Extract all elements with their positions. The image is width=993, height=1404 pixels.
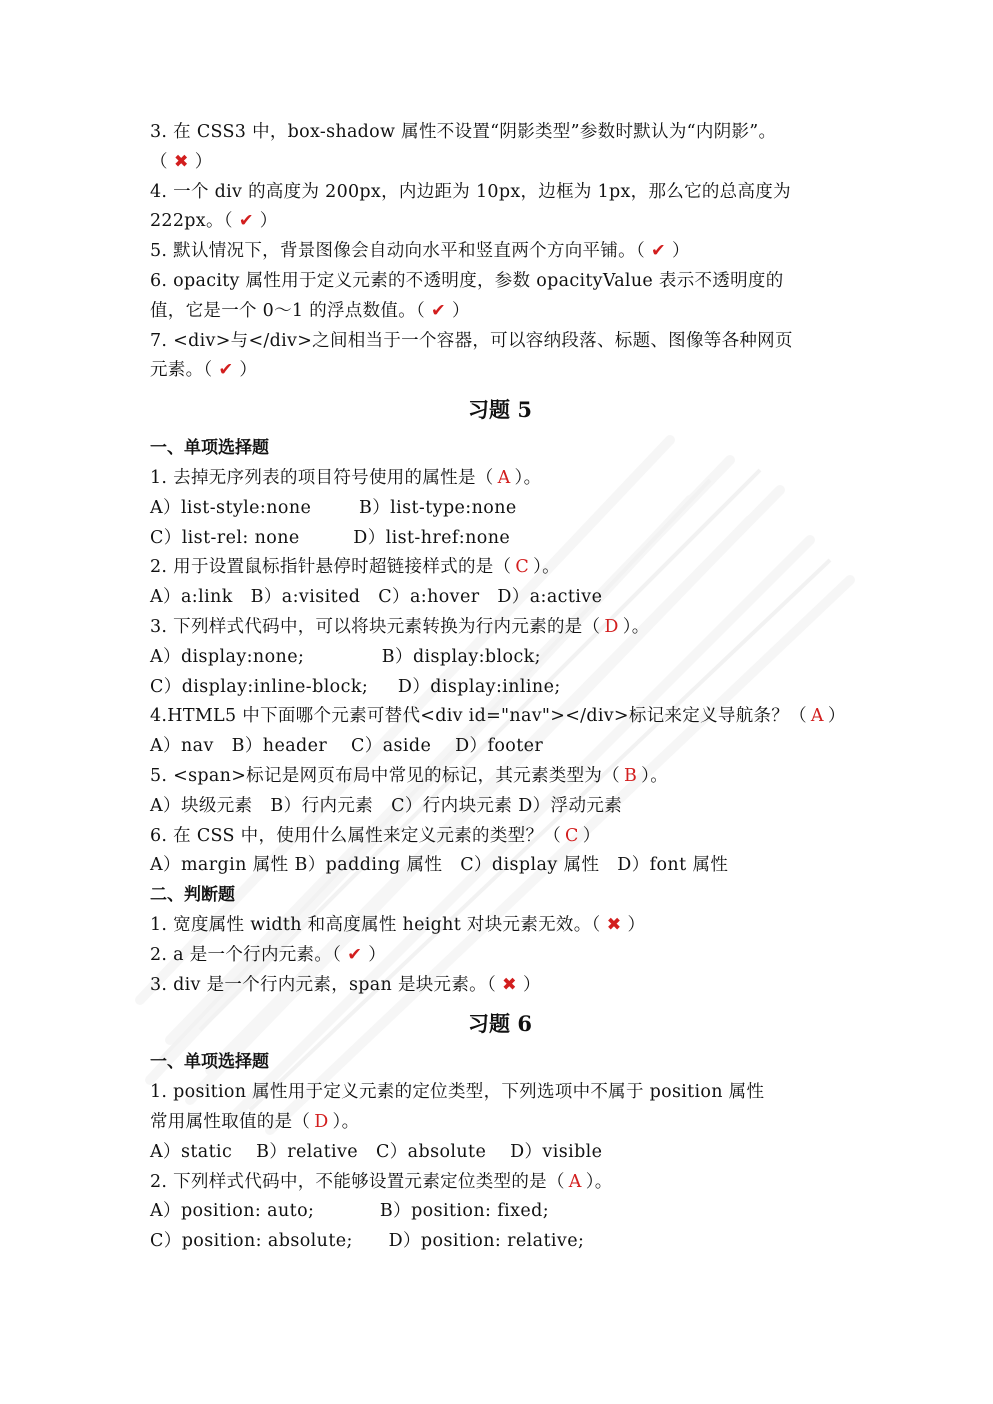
tf-text: （ bbox=[150, 151, 168, 172]
tf-text: ） bbox=[259, 211, 278, 232]
tf-item bbox=[150, 971, 850, 1001]
section-heading: 一、单项选择题 bbox=[150, 1052, 269, 1073]
options: A）position: auto; B）position: fixed; bbox=[150, 1201, 550, 1222]
tf-item-cont bbox=[150, 148, 850, 178]
answer: A bbox=[810, 706, 824, 727]
options: C）position: absolute; D）position: relative; bbox=[150, 1231, 585, 1252]
question-list bbox=[150, 1078, 850, 1257]
options: C）list-rel: none D）list-href:none bbox=[150, 527, 511, 548]
cross-icon: ✖ bbox=[606, 914, 622, 935]
options: C）display:inline-block; D）display:inline; bbox=[150, 676, 561, 697]
tf-item bbox=[150, 911, 850, 941]
tf-item bbox=[150, 941, 850, 971]
question-text: 2. 下列样式代码中，不能够设置元素定位类型的是（ bbox=[150, 1171, 565, 1192]
tf-item-cont bbox=[150, 356, 850, 386]
tf-text: 4. 一个 div 的高度为 200px，内边距为 10px，边框为 1px，那么它的总高度为 bbox=[150, 181, 791, 202]
options: A）a:link B）a:visited C）a:hover D）a:active bbox=[150, 587, 603, 608]
question-text: ） bbox=[582, 825, 601, 846]
tf-item-cont bbox=[150, 297, 850, 327]
options: A）display:none; B）display:block; bbox=[150, 646, 541, 667]
tf-item-cont bbox=[150, 207, 850, 237]
question bbox=[150, 822, 850, 852]
options: A）块级元素 B）行内元素 C）行内块元素 D）浮动元素 bbox=[150, 795, 623, 816]
question-text: 6. 在 CSS 中，使用什么属性来定义元素的类型？（ bbox=[150, 825, 562, 846]
question bbox=[150, 553, 850, 583]
question-text: ） bbox=[827, 706, 846, 727]
tf-item bbox=[150, 267, 850, 297]
tf-text: 6. opacity 属性用于定义元素的不透明度，参数 opacityValue 表示不透明度的 bbox=[150, 270, 784, 291]
section-title: 习题 5 bbox=[468, 397, 532, 423]
answer: B bbox=[623, 765, 638, 786]
answer: A bbox=[497, 467, 511, 488]
tf-text: 222px。（ bbox=[150, 211, 233, 232]
check-icon: ✔ bbox=[347, 944, 363, 965]
question-text: 常用属性取值的是（ bbox=[150, 1111, 311, 1132]
section-title: 习题 6 bbox=[468, 1011, 532, 1037]
tf-text: ） bbox=[627, 914, 646, 935]
tf-text: 3. 在 CSS3 中，box-shadow 属性不设置“阴影类型”参数时默认为“内阴影”。 bbox=[150, 122, 777, 142]
question-text: ）。 bbox=[514, 467, 542, 488]
document-content bbox=[150, 118, 850, 1257]
tf-text: ） bbox=[671, 241, 690, 262]
tf-text: ） bbox=[452, 300, 470, 321]
question bbox=[150, 1168, 850, 1198]
question-text: ）。 bbox=[641, 765, 669, 786]
tf-text: 元素。（ bbox=[150, 360, 213, 381]
question-cont bbox=[150, 1108, 850, 1138]
question bbox=[150, 702, 850, 732]
question-text: 3. 下列样式代码中，可以将块元素转换为行内元素的是（ bbox=[150, 616, 601, 637]
tf-item bbox=[150, 118, 850, 148]
tf-text: 值，它是一个 0～1 的浮点数值。（ bbox=[150, 300, 426, 321]
question-text: ）。 bbox=[332, 1111, 360, 1132]
tf-text: ） bbox=[368, 944, 386, 965]
tf-text: ） bbox=[239, 360, 258, 381]
tf-item bbox=[150, 327, 850, 357]
tf-text: ） bbox=[522, 974, 541, 995]
question bbox=[150, 762, 850, 792]
tf-text: ） bbox=[194, 151, 213, 172]
options: A）nav B）header C）aside D）footer bbox=[150, 736, 544, 757]
options: A）list-style:none B）list-type:none bbox=[150, 497, 517, 518]
answer: C bbox=[515, 557, 530, 578]
options: A）margin 属性 B）padding 属性 C）display 属性 D）font 属性 bbox=[150, 855, 729, 876]
question-text: ）。 bbox=[585, 1171, 613, 1192]
check-icon: ✔ bbox=[238, 211, 254, 232]
tf-text: 1. 宽度属性 width 和高度属性 height 对块元素无效。（ bbox=[150, 914, 601, 935]
section-heading: 二、判断题 bbox=[150, 885, 235, 906]
tf-text: 5. 默认情况下，背景图像会自动向水平和竖直两个方向平铺。（ bbox=[150, 241, 646, 262]
question-text: 5. <span>标记是网页布局中常见的标记，其元素类型为（ bbox=[150, 765, 620, 786]
answer: D bbox=[314, 1111, 329, 1132]
tf-text: 3. div 是一个行内元素，span 是块元素。（ bbox=[150, 974, 497, 995]
check-icon: ✔ bbox=[431, 300, 447, 321]
question-text: ）。 bbox=[533, 557, 560, 578]
prev-tf-list bbox=[150, 118, 850, 386]
question bbox=[150, 1078, 850, 1108]
question-text: 4.HTML5 中下面哪个元素可替代<div id="nav"></div>标记来定义导航条？（ bbox=[150, 706, 807, 727]
question-text: 1. 去掉无序列表的项目符号使用的属性是（ bbox=[150, 467, 494, 488]
check-icon: ✔ bbox=[218, 360, 234, 381]
answer: D bbox=[604, 616, 619, 637]
question bbox=[150, 464, 850, 494]
tf-item bbox=[150, 237, 850, 267]
check-icon: ✔ bbox=[651, 241, 666, 262]
question-text: 2. 用于设置鼠标指针悬停时超链接样式的是（ bbox=[150, 557, 512, 578]
question-text: 1. position 属性用于定义元素的定位类型，下列选项中不属于 position 属性 bbox=[150, 1082, 765, 1103]
tf-text: 7. <div>与</div>之间相当于一个容器，可以容纳段落、标题、图像等各种网页 bbox=[150, 330, 793, 351]
section-heading: 一、单项选择题 bbox=[150, 438, 269, 459]
tf-text: 2. a 是一个行内元素。（ bbox=[150, 944, 342, 965]
cross-icon: ✖ bbox=[173, 151, 189, 172]
cross-icon: ✖ bbox=[502, 974, 517, 995]
question-text: ）。 bbox=[622, 616, 650, 637]
tf-list bbox=[150, 911, 850, 1000]
answer: C bbox=[565, 825, 579, 846]
tf-item bbox=[150, 178, 850, 208]
options: A）static B）relative C）absolute D）visible bbox=[150, 1141, 603, 1162]
question-list bbox=[150, 464, 850, 881]
answer: A bbox=[568, 1171, 582, 1192]
question bbox=[150, 613, 850, 643]
